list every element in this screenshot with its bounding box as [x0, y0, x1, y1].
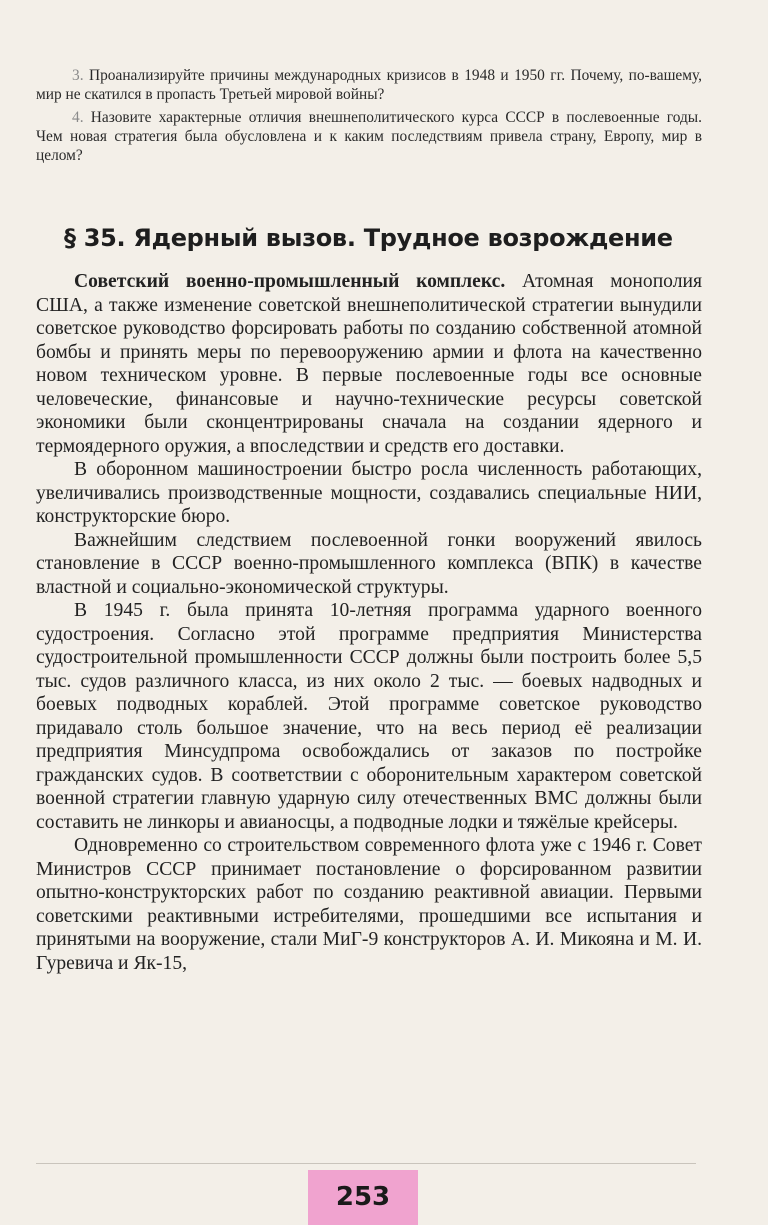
footer-divider [36, 1163, 696, 1164]
paragraph-text: Важнейшим следствием послевоенной гонки вооружений явилось становление в СССР военно-промышленного комплекса (ВПК) в качестве властной и социально-экономической структуры. [36, 529, 702, 598]
question-text: Назовите характерные отличия внешнеполитического курса СССР в послевоенные годы. Чем новая стратегия была обусловлена и к каким последствиям привела страну, Европу, мир в целом? [36, 109, 702, 164]
paragraph-text: Одновременно со строительством современного флота уже с 1946 г. Совет Министров СССР принимает постановление о форсированном развитии опытно-конструкторских работ по созданию реактивной авиации. Первыми советскими реактивными истребителями, прошедшими все испытания и принятыми на вооружение, стали МиГ-9 конструкторов А. И. Микояна и М. И. Гуревича и Як-15, [36, 835, 702, 974]
page-number-tab [308, 1170, 418, 1225]
review-questions [36, 66, 702, 169]
question-3 [36, 66, 702, 104]
question-number: 3. [72, 67, 84, 84]
paragraph-text: Атомная монополия США, а также изменение советской внешнеполитической стратегии вынудили советское руководство форсировать работы по созданию собственной атомной бомбы и принять меры по перевооружению армии и флота на качественно новом техническом уровне. В первые послевоенные годы все основные человеческие, финансовые и научно-технические ресурсы советской экономики были сконцентрированы сначала на создании ядерного и термоядерного оружия, а впоследствии и средств его доставки. [36, 271, 702, 457]
paragraph-text: В оборонном машиностроении быстро росла численность работающих, увеличивались производственные мощности, создавались специальные НИИ, конструкторские бюро. [36, 459, 702, 527]
paragraph-text: В 1945 г. была принята 10-летняя программа ударного военного судостроения. Согласно этой программе предприятия Министерства судостроительной промышленности СССР должны были построить более 5,5 тыс. судов различного класса, из них около 2 тыс. — боевых надводных и боевых подводных кораблей. Этой программе советское руководство придавало столь большое значение, что на весь период её реализации предприятия Минсудпрома освобождались от заказов по постройке гражданских судов. В соответствии с оборонительным характером советской военной стратегии главную ударную силу отечественных ВМС должны были составить не линкоры и авианосцы, а подводные лодки и тяжёлые крейсеры. [36, 600, 702, 833]
paragraph [36, 834, 702, 975]
paragraph [36, 458, 702, 529]
paragraph [36, 529, 702, 600]
question-4 [36, 108, 702, 165]
section-heading: § 35. Ядерный вызов. Трудное возрождение [64, 224, 673, 252]
question-number: 4. [72, 109, 84, 126]
question-text: Проанализируйте причины международных кризисов в 1948 и 1950 гг. Почему, по-вашему, мир не скатился в пропасть Третьей мировой войны? [36, 67, 702, 103]
section-body [36, 270, 702, 975]
paragraph [36, 599, 702, 834]
page-number: 253 [335, 1182, 391, 1212]
paragraph-lead: Советский военно-промышленный комплекс. [74, 271, 506, 292]
paragraph [36, 270, 702, 458]
